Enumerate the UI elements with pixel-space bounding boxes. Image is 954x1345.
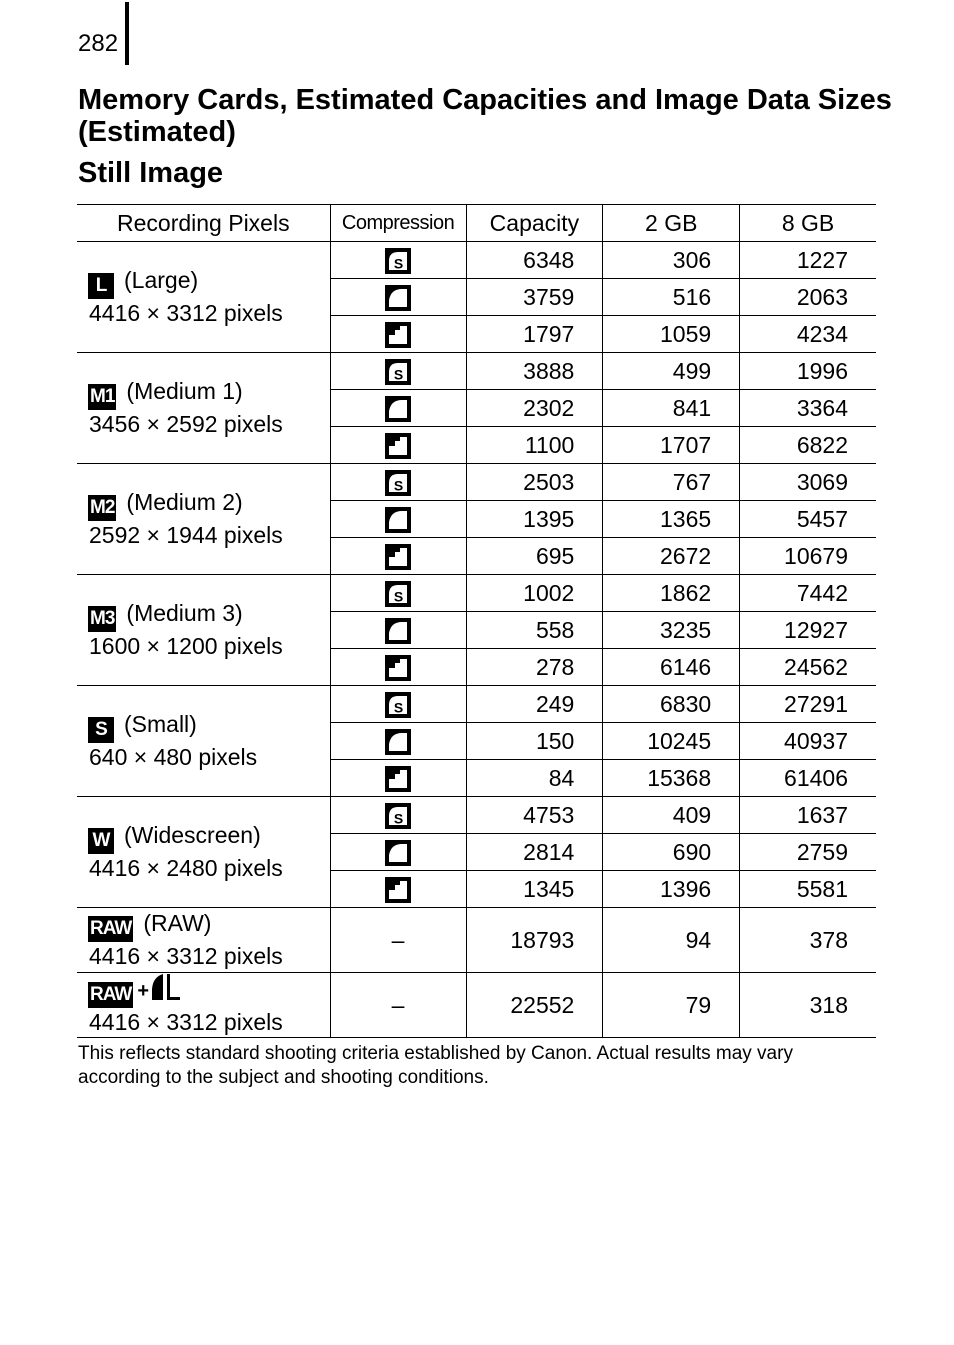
gb8-cell: 1996	[740, 353, 876, 390]
gb2-cell: 306	[603, 242, 740, 279]
table-row	[77, 242, 876, 279]
medium1-size-icon: M1	[88, 384, 116, 410]
capacity-cell: 22552	[466, 973, 603, 1038]
recording-pixels-cell	[77, 686, 330, 797]
fine-icon	[385, 507, 411, 533]
gb2-cell: 79	[603, 973, 740, 1038]
gb2-cell: 1862	[603, 575, 740, 612]
svg-text:S: S	[393, 366, 404, 383]
gb2-cell: 2672	[603, 538, 740, 575]
gb2-cell: 1059	[603, 316, 740, 353]
recording-pixels-cell	[77, 353, 330, 464]
capacity-cell: 695	[466, 538, 603, 575]
recording-pixels-cell	[77, 242, 330, 353]
normal-icon	[385, 766, 411, 792]
table-row	[77, 353, 876, 390]
superfine-icon	[385, 470, 411, 496]
pixel-dimensions: 1600 × 1200 pixels	[89, 633, 283, 659]
section-title: Still Image	[78, 157, 224, 189]
gb8-cell: 3364	[740, 390, 876, 427]
capacity-cell: 6348	[466, 242, 603, 279]
superfine-icon	[385, 359, 411, 385]
gb2-cell: 10245	[603, 723, 740, 760]
pixel-dimensions: 4416 × 3312 pixels	[89, 300, 283, 326]
pixel-dimensions: 3456 × 2592 pixels	[89, 411, 283, 437]
compression-cell	[330, 760, 466, 797]
gb8-cell: 5581	[740, 871, 876, 908]
compression-cell	[330, 834, 466, 871]
fine-icon	[385, 840, 411, 866]
compression-cell	[330, 612, 466, 649]
svg-text:S: S	[393, 588, 404, 605]
compression-cell	[330, 353, 466, 390]
gb8-cell: 1227	[740, 242, 876, 279]
gb2-cell: 15368	[603, 760, 740, 797]
compression-cell	[330, 871, 466, 908]
recording-pixels-cell	[77, 575, 330, 686]
medium3-size-icon: M3	[88, 606, 116, 632]
compression-cell: –	[330, 973, 466, 1038]
gb8-cell: 4234	[740, 316, 876, 353]
normal-icon	[385, 322, 411, 348]
gb8-cell: 2759	[740, 834, 876, 871]
svg-text:S: S	[393, 699, 404, 716]
header-capacity: Capacity	[466, 205, 603, 242]
normal-icon	[385, 433, 411, 459]
svg-text:S: S	[393, 810, 404, 827]
capacity-cell: 150	[466, 723, 603, 760]
capacity-cell: 1100	[466, 427, 603, 464]
footnote: This reflects standard shooting criteria established by Canon. Actual results may vary according to the subject and shooting conditions.	[78, 1043, 793, 1088]
header-8gb: 8 GB	[740, 205, 876, 242]
capacity-cell: 2503	[466, 464, 603, 501]
header-2gb: 2 GB	[603, 205, 740, 242]
size-name: (Widescreen)	[124, 822, 261, 848]
raw-icon: RAW	[88, 982, 133, 1008]
capacity-cell: 249	[466, 686, 603, 723]
size-name: (Medium 1)	[126, 378, 243, 404]
capacity-cell: 278	[466, 649, 603, 686]
table-row	[77, 686, 876, 723]
size-name: (Large)	[124, 267, 199, 293]
gb2-cell: 516	[603, 279, 740, 316]
gb2-cell: 1396	[603, 871, 740, 908]
gb8-cell: 10679	[740, 538, 876, 575]
svg-text:S: S	[393, 477, 404, 494]
recording-pixels-cell	[77, 973, 330, 1038]
recording-pixels-cell	[77, 797, 330, 908]
compression-cell	[330, 427, 466, 464]
svg-text:S: S	[393, 255, 404, 272]
superfine-icon	[385, 803, 411, 829]
compression-cell	[330, 279, 466, 316]
gb2-cell: 499	[603, 353, 740, 390]
fine-icon	[385, 729, 411, 755]
gb8-cell: 5457	[740, 501, 876, 538]
gb8-cell: 1637	[740, 797, 876, 834]
capacity-cell: 2814	[466, 834, 603, 871]
table-body	[77, 242, 876, 1038]
normal-icon	[385, 877, 411, 903]
table-row	[77, 575, 876, 612]
compression-cell	[330, 797, 466, 834]
raw-icon: RAW	[88, 916, 133, 942]
gb2-cell: 1365	[603, 501, 740, 538]
small-size-icon: S	[88, 717, 114, 743]
pixel-dimensions: 2592 × 1944 pixels	[89, 522, 283, 548]
compression-cell	[330, 538, 466, 575]
gb8-cell: 40937	[740, 723, 876, 760]
page-number: 282	[78, 30, 119, 57]
superfine-icon	[385, 248, 411, 274]
widescreen-size-icon: W	[88, 828, 114, 854]
fine-icon	[385, 396, 411, 422]
medium2-size-icon: M2	[88, 495, 116, 521]
large-size-icon: L	[88, 273, 114, 299]
compression-cell: –	[330, 908, 466, 973]
table-row	[77, 908, 876, 973]
compression-cell	[330, 723, 466, 760]
gb8-cell: 7442	[740, 575, 876, 612]
gb2-cell: 767	[603, 464, 740, 501]
capacity-cell: 1797	[466, 316, 603, 353]
pixel-dimensions: 4416 × 3312 pixels	[89, 943, 283, 969]
gb8-cell: 6822	[740, 427, 876, 464]
header-recording-pixels: Recording Pixels	[77, 205, 330, 242]
gb2-cell: 6830	[603, 686, 740, 723]
capacity-cell: 18793	[466, 908, 603, 973]
normal-icon	[385, 544, 411, 570]
gb8-cell: 318	[740, 973, 876, 1038]
capacity-cell: 1345	[466, 871, 603, 908]
gb8-cell: 2063	[740, 279, 876, 316]
gb8-cell: 378	[740, 908, 876, 973]
fine-icon	[385, 618, 411, 644]
pixel-dimensions: 4416 × 3312 pixels	[89, 1009, 283, 1035]
gb2-cell: 3235	[603, 612, 740, 649]
compression-cell	[330, 501, 466, 538]
gb8-cell: 61406	[740, 760, 876, 797]
gb2-cell: 6146	[603, 649, 740, 686]
gb2-cell: 690	[603, 834, 740, 871]
capacity-cell: 558	[466, 612, 603, 649]
page-title: Memory Cards, Estimated Capacities and Image Data Sizes (Estimated)	[78, 84, 892, 148]
gb2-cell: 1707	[603, 427, 740, 464]
capacity-cell: 2302	[466, 390, 603, 427]
capacity-cell: 3759	[466, 279, 603, 316]
fine-large-icon	[152, 973, 180, 1000]
size-name: (Small)	[124, 711, 197, 737]
gb8-cell: 27291	[740, 686, 876, 723]
gb2-cell: 841	[603, 390, 740, 427]
gb2-cell: 94	[603, 908, 740, 973]
recording-pixels-cell	[77, 908, 330, 973]
size-name: (Medium 2)	[126, 489, 243, 515]
gb8-cell: 12927	[740, 612, 876, 649]
superfine-icon	[385, 581, 411, 607]
gb2-cell: 409	[603, 797, 740, 834]
plus-sign: +	[137, 980, 150, 1002]
compression-cell	[330, 390, 466, 427]
superfine-icon	[385, 692, 411, 718]
compression-cell	[330, 316, 466, 353]
capacity-cell: 84	[466, 760, 603, 797]
table-header-row	[77, 205, 876, 242]
header-compression: Compression	[330, 205, 466, 242]
capacity-cell: 4753	[466, 797, 603, 834]
size-name: (RAW)	[143, 910, 212, 936]
gb8-cell: 24562	[740, 649, 876, 686]
capacity-cell: 1002	[466, 575, 603, 612]
capacity-cell: 1395	[466, 501, 603, 538]
pixel-dimensions: 4416 × 2480 pixels	[89, 855, 283, 881]
fine-icon	[385, 285, 411, 311]
page-number-rule	[125, 2, 129, 65]
pixel-dimensions: 640 × 480 pixels	[89, 744, 258, 770]
compression-cell	[330, 464, 466, 501]
capacity-cell: 3888	[466, 353, 603, 390]
compression-cell	[330, 649, 466, 686]
compression-cell	[330, 242, 466, 279]
capacity-table	[77, 204, 876, 1038]
normal-icon	[385, 655, 411, 681]
recording-pixels-cell	[77, 464, 330, 575]
compression-cell	[330, 686, 466, 723]
table-row	[77, 797, 876, 834]
gb8-cell: 3069	[740, 464, 876, 501]
table-row	[77, 464, 876, 501]
compression-cell	[330, 575, 466, 612]
size-name: (Medium 3)	[126, 600, 243, 626]
table-row	[77, 973, 876, 1038]
